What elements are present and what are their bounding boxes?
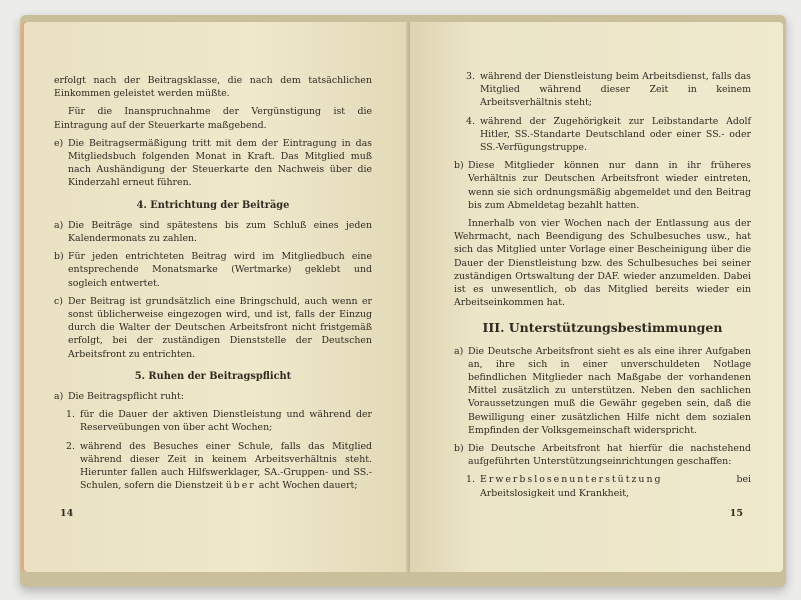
text-run: während des Besuches einer Schule, falls das Mitglied während dieser Zeit in keinem Arbeitsverhältnis steht. Hierunter fallen auch Hilfswerklager, SA.-Gruppen- und SS.-Schulen, sofern die Dienstzeit	[80, 440, 372, 492]
list-text: Diese Mitglieder können nur dann in ihr früheres Verhältnis zur Deutschen Arbeitsfront wieder eintreten, wenn sie sich ordnungsmäßig abgemeldet und den Beitrag bis zum Abmeldetag bezahlt hatten.	[468, 160, 751, 211]
list-item-c	[54, 295, 372, 361]
list-text: Der Beitrag ist grundsätzlich eine Bringschuld, auch wenn er sonst üblicherweise eingezogen wird, und ist, falls der Einzug durch die Walter der Deutschen Arbeitsfront nicht fristgemäß erfolgt, bei der zuständigen Dienststelle der Deutschen Arbeitsfront zu entrichten.	[68, 295, 372, 360]
list-text: für die Dauer der aktiven Dienstleistung und während der Reserveübungen von über acht Wochen;	[80, 409, 372, 434]
text-run: acht Wochen dauert;	[258, 480, 358, 492]
list-text: Die Beitragspflicht ruht:	[68, 391, 184, 403]
list-item-b	[454, 159, 751, 212]
continued-paragraph: erfolgt nach der Beitragsklasse, die nach dem tatsächlichen Einkommen geleistet werden müßte.	[54, 75, 372, 100]
list-marker: c)	[54, 295, 63, 307]
list-marker: 4.	[466, 115, 475, 127]
chapter-heading: III. Unterstützungsbestimmungen	[482, 320, 723, 336]
list-text: Die Deutsche Arbeitsfront sieht es als eine ihrer Aufgaben an, ihre sich in einer unverschuldeten Notlage befindlichen Mitglieder nach Maßgabe der vorhandenen Mittel zusätzlich zu unterstützen. Neben den sachlichen Voraussetzungen muß die Gewähr gegeben sein, daß die Bewilligung einer zusätzlichen Hilfe nicht dem sozialen Empfinden der Volksgemeinschaft widerspricht.	[468, 345, 751, 436]
list-text: während der Zugehörigkeit zur Leibstandarte Adolf Hitler, SS.-Standarte Deutschland oder einer SS.- oder SS.-Verfügungstruppe.	[480, 115, 751, 154]
list-item-e	[54, 137, 372, 190]
list-text: Die Beitragsermäßigung tritt mit dem der Eintragung in das Mitgliedsbuch folgenden Monat in Kraft. Das Mitglied muß nach Aushändigung der Steuerkarte den Nachweis über die Kinderzahl erneut führen.	[68, 137, 372, 189]
list-item-1	[54, 408, 372, 434]
list-marker: b)	[54, 251, 64, 263]
left-page	[24, 22, 410, 572]
right-page	[410, 22, 783, 572]
list-marker: a)	[454, 345, 464, 357]
list-item-a	[454, 345, 751, 437]
list-marker: 3.	[466, 71, 475, 82]
paragraph: Innerhalb von vier Wochen nach der Entlassung aus der Wehrmacht, nach Beendigung des Schulbesuches usw., hat sich das Mitglied unter Vorlage einer Bescheinigung über die Dauer der Dienstleistung bzw. des Schulbesuches bei seiner zuständigen Ortswaltung der DAF. wieder anzumelden. Dabei ist es unwesentlich, ob das Mitglied bereits wieder ein Arbeitseinkommen hat.	[454, 218, 751, 309]
list-item-a	[54, 219, 372, 245]
section-heading: 5. Ruhen der Beitragspflicht	[134, 370, 292, 382]
list-item-b	[454, 442, 751, 468]
list-marker: 1.	[66, 409, 75, 421]
list-text: während der Dienstleistung beim Arbeitsdienst, falls das Mitglied während dieser Zeit in keinem Arbeitsverhältnis steht;	[480, 71, 751, 109]
list-item-1	[454, 473, 751, 499]
list-text	[80, 440, 372, 493]
paragraph: Für die Inanspruchnahme der Vergünstigung ist die Eintragung auf der Steuerkarte maßgebend.	[54, 106, 372, 131]
list-marker: b)	[454, 160, 464, 172]
text-run: bei Arbeitslosigkeit und Krankheit,	[480, 474, 751, 499]
list-item-a	[54, 390, 372, 403]
spaced-word: Erwerbslosenunterstützung	[480, 474, 663, 486]
list-text: Für jeden entrichteten Beitrag wird im Mitgliedbuch eine entsprechende Monatsmarke (Wertmarke) geklebt und sogleich entwertet.	[68, 251, 372, 289]
list-marker: a)	[54, 219, 64, 231]
list-text	[480, 473, 751, 499]
list-marker: b)	[454, 443, 464, 455]
list-marker: 2.	[66, 440, 75, 452]
spaced-word: über	[225, 480, 256, 492]
list-item-b	[54, 250, 372, 290]
section-heading: 4. Entrichtung der Beiträge	[136, 199, 290, 211]
page-number: 14	[60, 507, 74, 519]
page-number: 15	[729, 507, 743, 519]
list-item-4	[454, 115, 751, 155]
list-item-2	[54, 440, 372, 493]
list-text: Die Beiträge sind spätestens bis zum Schluß eines jeden Kalendermonats zu zahlen.	[68, 219, 372, 245]
list-item-3	[454, 70, 751, 110]
list-marker: a)	[54, 391, 64, 403]
list-text: Die Deutsche Arbeitsfront hat hierfür die nachstehend aufgeführten Unterstützungseinrichtungen geschaffen:	[468, 443, 751, 468]
list-marker: 1.	[466, 474, 475, 486]
list-marker: e)	[54, 137, 64, 149]
